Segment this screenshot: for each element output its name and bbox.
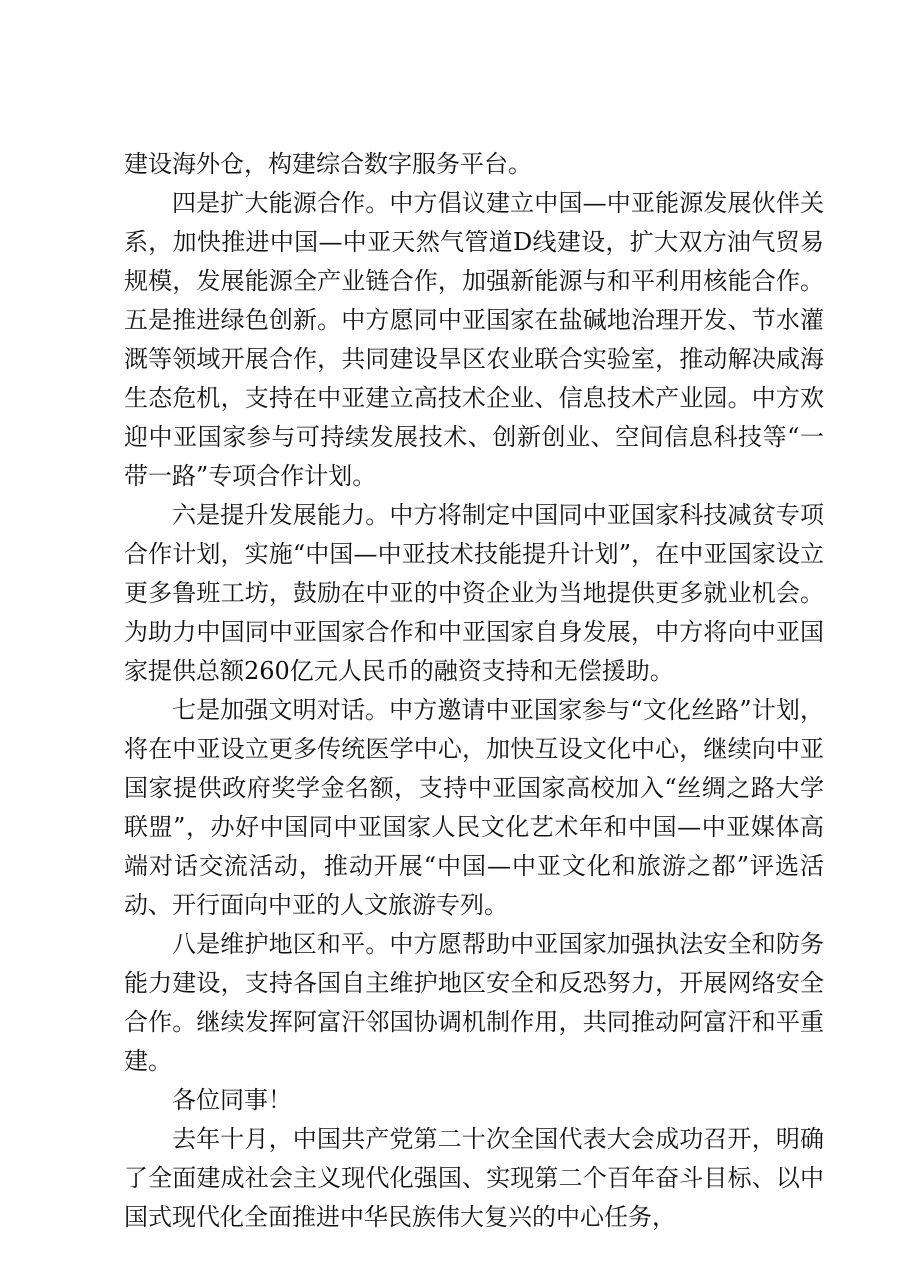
paragraph-5: 八是维护地区和平。中方愿帮助中亚国家加强执法安全和防务能力建设，支持各国自主维护地区安全和反恐努力，开展网络安全合作。继续发挥阿富汗邻国协调机制作用，共同推动阿富汗和平重建。 [124, 930, 824, 1075]
paragraph-4: 七是加强文明对话。中方邀请中亚国家参与“文化丝路”计划，将在中亚设立更多传统医学中心，加快互设文化中心，继续向中亚国家提供政府奖学金名额，支持中亚国家高校加入“丝绸之路大学联盟”，办好中国同中亚国家人民文化艺术年和中国—中亚媒体高端对话交流活动，推动开展“中国—中亚文化和旅游之都”评选活动、开行面向中亚的人文旅游专列。 [124, 696, 824, 919]
paragraph-1: 建设海外仓，构建综合数字服务平台。 [124, 150, 532, 178]
paragraph-6: 各位同事！ [172, 1086, 292, 1114]
paragraph-2: 四是扩大能源合作。中方倡议建立中国—中亚能源发展伙伴关系，加快推进中国—中亚天然气管道D线建设，扩大双方油气贸易规模，发展能源全产业链合作，加强新能源与和平利用核能合作。五是推进绿色创新。中方愿同中亚国家在盐碱地治理开发、节水灌溉等领域开展合作，共同建设旱区农业联合实验室，推动解决咸海生态危机，支持在中亚建立高技术企业、信息技术产业园。中方欢迎中亚国家参与可持续发展技术、创新创业、空间信息科技等“一带一路”专项合作计划。 [124, 189, 824, 490]
paragraph-3: 六是提升发展能力。中方将制定中国同中亚国家科技减贫专项合作计划，实施“中国—中亚技术技能提升计划”，在中亚国家设立更多鲁班工坊，鼓励在中亚的中资企业为当地提供更多就业机会。为助力中国同中亚国家合作和中亚国家自身发展，中方将向中亚国家提供总额260亿元人民币的融资支持和无偿援助。 [124, 501, 824, 685]
document-body [124, 145, 824, 1237]
paragraph-7: 去年十月，中国共产党第二十次全国代表大会成功召开，明确了全面建成社会主义现代化强国、实现第二个百年奋斗目标、以中国式现代化全面推进中华民族伟大复兴的中心任务， [124, 1125, 824, 1231]
